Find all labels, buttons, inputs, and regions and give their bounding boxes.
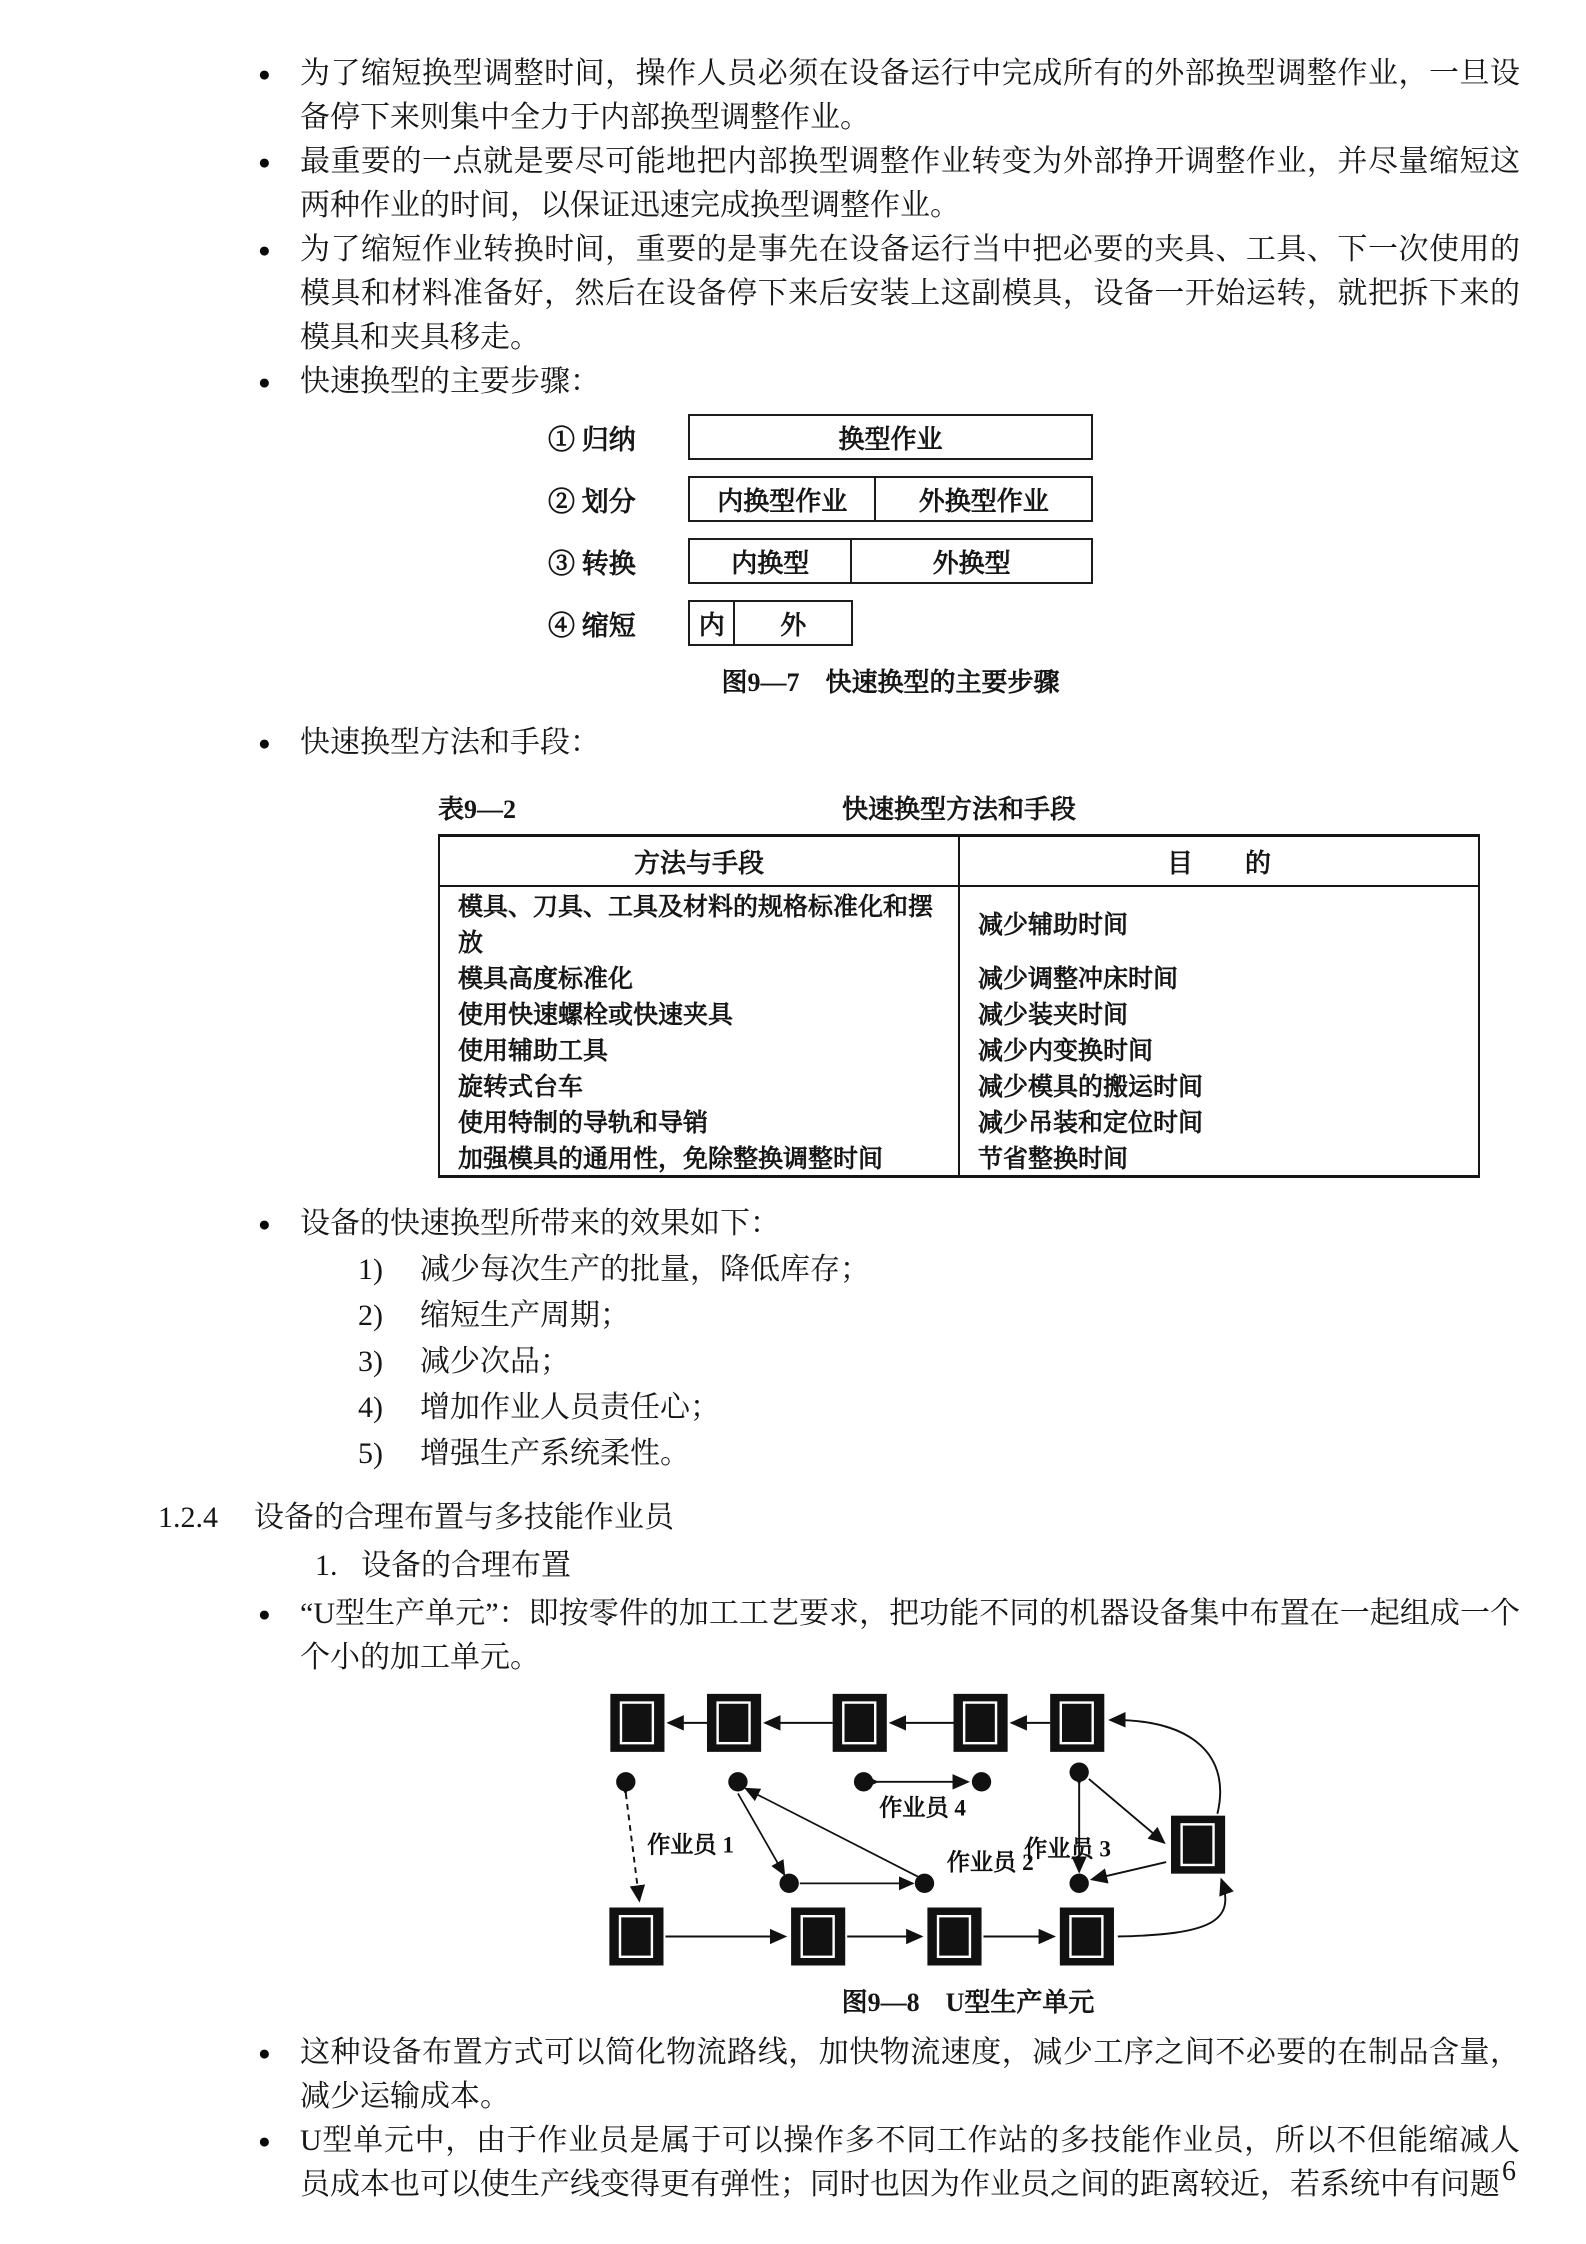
step-box [688, 600, 853, 646]
section-number: 1.2.4 [158, 1501, 218, 1534]
method-cell: 模具、刀具、工具及材料的规格标准化和摆放 [439, 886, 959, 959]
list-number: 1) [358, 1253, 383, 1286]
list-number: 4) [358, 1391, 383, 1424]
subsection-title: 设备的合理布置 [361, 1549, 571, 1582]
list-item [358, 1340, 1520, 1384]
method-cell: 模具高度标准化 [439, 959, 959, 995]
u-cell-drawing [578, 1690, 1358, 1980]
purpose-cell: 减少吊装和定位时间 [978, 1110, 1204, 1137]
step-box [688, 476, 1093, 522]
bullet-paragraph [258, 2119, 1520, 2207]
list-text: 减少次品； [420, 1345, 570, 1378]
bullet-icon [258, 2031, 300, 2119]
table-row [439, 886, 1479, 959]
bullet-icon [258, 721, 300, 765]
list-item [358, 1386, 1520, 1430]
bullet-paragraph [258, 721, 1520, 765]
table-label: 表9—2 [438, 795, 517, 824]
bullet-text: U型单元中，由于作业员是属于可以操作多不同工作站的多技能作业员，所以不但能缩减人员成本也可以使生产线变得更有弹性；同时也因为作业员之间的距离较近，若系统中有问题 [300, 2124, 1520, 2201]
step-cell: 换型作业 [838, 424, 943, 454]
step-box [688, 538, 1093, 584]
section-title: 设备的合理布置与多技能作业员 [254, 1501, 674, 1534]
step-box [688, 414, 1093, 460]
operator1-label: 作业员 1 [647, 1832, 735, 1859]
operator3-path [1079, 1779, 1166, 1880]
operator4-label: 作业员 4 [879, 1795, 967, 1822]
bullet-paragraph [258, 1202, 1520, 1246]
subsection-number: 1. [315, 1549, 338, 1582]
step-label: ① 归纳 [548, 424, 636, 455]
bullet-paragraph [258, 2031, 1520, 2119]
table-row [439, 1067, 1479, 1103]
list-item [358, 1248, 1520, 1292]
step-label: ④ 缩短 [548, 610, 636, 641]
list-text: 增加作业人员责任心； [420, 1391, 720, 1424]
purpose-cell: 节省整换时间 [978, 1146, 1129, 1173]
purpose-cell: 减少装夹时间 [978, 1002, 1129, 1029]
operator3-label: 作业员 3 [1024, 1836, 1112, 1863]
bullet-icon [258, 228, 300, 360]
list-item [358, 1432, 1520, 1476]
step-label: ② 划分 [548, 486, 636, 517]
list-number: 3) [358, 1345, 383, 1378]
bullet-paragraph [258, 140, 1520, 228]
bullet-icon [258, 1202, 300, 1246]
table-row [439, 995, 1479, 1031]
bullet-icon [258, 360, 300, 404]
step-row-4 [548, 600, 1520, 646]
step-row-3 [548, 538, 1520, 584]
table-row [439, 1139, 1479, 1177]
purpose-cell: 减少辅助时间 [978, 912, 1129, 939]
machine-icon [1171, 1816, 1225, 1874]
step-cell: 外换型作业 [874, 478, 1091, 520]
method-cell: 使用特制的导轨和导销 [439, 1103, 959, 1139]
list-number: 5) [358, 1437, 383, 1470]
step-cell: 内 [698, 610, 725, 640]
table-row [439, 959, 1479, 995]
column-header-purpose: 目 的 [959, 836, 1479, 887]
table-title: 快速换型方法和手段 [841, 795, 1076, 824]
bullet-paragraph [258, 1592, 1520, 1680]
bullet-icon [258, 140, 300, 228]
bullet-text: 最重要的一点就是要尽可能地把内部换型调整作业转变为外部挣开调整作业，并尽量缩短这两种作业的时间，以保证迅速完成换型调整作业。 [300, 145, 1520, 222]
purpose-cell: 减少内变换时间 [978, 1038, 1154, 1065]
list-text: 减少每次生产的批量，降低库存； [420, 1253, 870, 1286]
step-label: ③ 转换 [548, 548, 636, 579]
figure-9-8-u-cell-diagram [578, 1690, 1520, 1980]
bullet-paragraph [258, 52, 1520, 140]
step-cell: 内换型作业 [717, 486, 848, 516]
list-item [358, 1294, 1520, 1338]
bullet-text: “U型生产单元”：即按零件的加工工艺要求，把功能不同的机器设备集中布置在一起组成一个个小的加工单元。 [300, 1597, 1520, 1674]
subsection-heading-1 [315, 1544, 1520, 1588]
step-row-2 [548, 476, 1520, 522]
bullet-text: 快速换型的主要步骤： [300, 365, 600, 398]
column-header-methods: 方法与手段 [439, 836, 959, 887]
figure-9-8-caption: 图9—8 U型生产单元 [841, 1988, 1095, 2017]
purpose-cell: 减少模具的搬运时间 [978, 1074, 1204, 1101]
bullet-icon [258, 2119, 300, 2207]
figure-9-7-caption: 图9—7 快速换型的主要步骤 [721, 668, 1060, 697]
page-number: 6 [1502, 2156, 1516, 2187]
bullet-paragraph [258, 228, 1520, 360]
bullet-icon [258, 52, 300, 140]
method-cell: 使用快速螺栓或快速夹具 [439, 995, 959, 1031]
method-cell: 旋转式台车 [439, 1067, 959, 1103]
step-cell: 外 [733, 602, 851, 644]
table-9-2-caption-row [438, 789, 1480, 826]
bullet-paragraph [258, 360, 1520, 404]
figure-9-7-steps-diagram [548, 414, 1520, 646]
bullet-text: 为了缩短作业转换时间，重要的是事先在设备运行当中把必要的夹具、工具、下一次使用的模具和材料准备好，然后在设备停下来后安装上这副模具，设备一开始运转，就把拆下来的模具和夹具移走。 [300, 233, 1520, 354]
method-cell: 使用辅助工具 [439, 1031, 959, 1067]
operator1-path [626, 1793, 640, 1900]
bullet-text: 为了缩短换型调整时间，操作人员必须在设备运行中完成所有的外部换型调整作业，一旦设备停下来则集中全力于内部换型调整作业。 [300, 57, 1520, 134]
list-number: 2) [358, 1299, 383, 1332]
table-row [439, 1031, 1479, 1067]
purpose-cell: 减少调整冲床时间 [978, 966, 1179, 993]
bullet-text: 这种设备布置方式可以简化物流路线，加快物流速度，减少工序之间不必要的在制品含量，减少运输成本。 [300, 2036, 1520, 2113]
table-9-2 [438, 834, 1480, 1178]
operator2-label: 作业员 2 [946, 1849, 1034, 1876]
step-row-1 [548, 414, 1520, 460]
bullet-text: 设备的快速换型所带来的效果如下： [300, 1207, 780, 1240]
method-cell: 加强模具的通用性，免除整换调整时间 [439, 1139, 959, 1177]
table-row [439, 1103, 1479, 1139]
bullet-icon [258, 1592, 300, 1680]
step-cell: 外换型 [850, 540, 1091, 582]
list-text: 缩短生产周期； [420, 1299, 630, 1332]
section-heading-1-2-4 [158, 1496, 1520, 1540]
table-header-row [439, 836, 1479, 887]
bullet-text: 快速换型方法和手段： [300, 726, 600, 759]
list-text: 增强生产系统柔性。 [420, 1437, 690, 1470]
step-cell: 内换型 [731, 548, 810, 578]
operator-dot [616, 1763, 1089, 1792]
